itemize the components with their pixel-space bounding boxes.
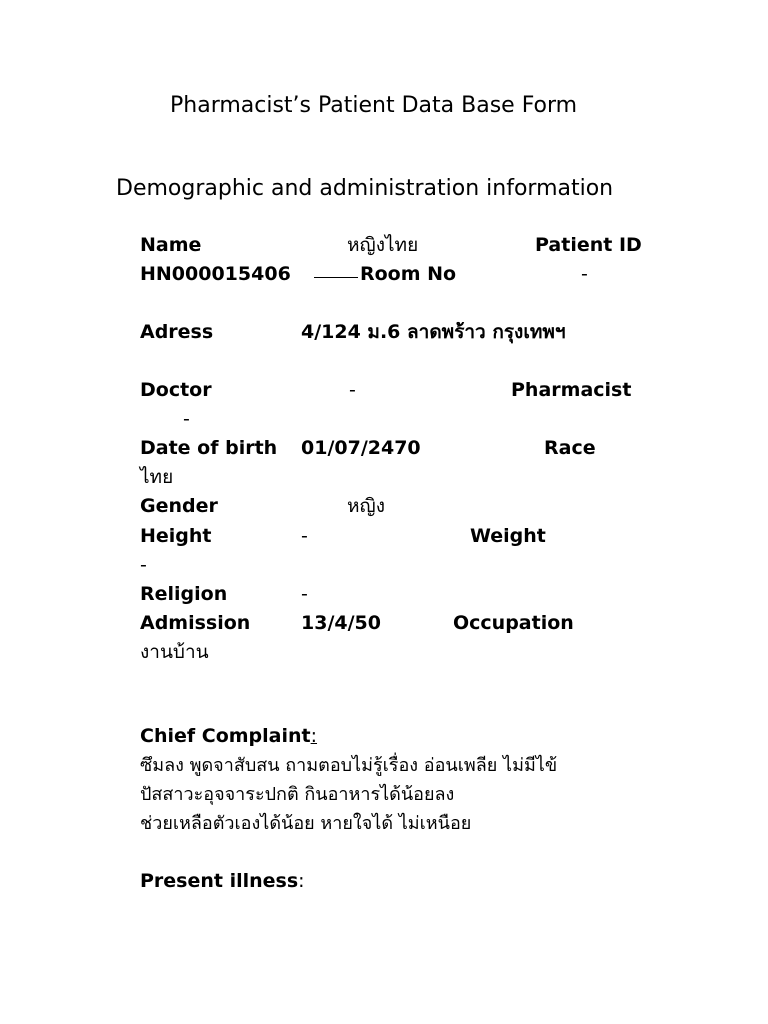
doctor-label: Doctor: [140, 379, 212, 401]
occupation-label: Occupation: [453, 612, 574, 634]
chief-complaint-colon: :: [310, 725, 318, 747]
chief-complaint-line-3: ช่วยเหลือตัวเองได้น้อย หายใจได้ ไม่เหนือย: [140, 813, 472, 834]
admission-label: Admission: [140, 612, 251, 634]
chief-complaint-line-1: ซึมลง พูดจาสับสน ถามตอบไม่รู้เรื่อง อ่อนเพลีย ไม่มีไข้: [140, 755, 558, 776]
present-illness-heading: [140, 872, 305, 891]
dob-label: Date of birth: [140, 437, 278, 459]
address-label: Adress: [140, 321, 214, 343]
weight-label: Weight: [470, 525, 546, 547]
form-title: Pharmacist’s Patient Data Base Form: [170, 93, 578, 118]
room-value: -: [581, 263, 588, 285]
present-illness-colon: :: [298, 870, 305, 892]
name-label: Name: [140, 234, 202, 256]
patient-id-label: Patient ID: [535, 234, 642, 256]
weight-value: -: [140, 554, 147, 576]
religion-value: -: [301, 583, 308, 605]
dob-value: 01/07/2470: [301, 437, 421, 459]
admission-value: 13/4/50: [301, 612, 381, 634]
address-value: 4/124 ม.6 ลาดพร้าว กรุงเทพฯ: [301, 321, 566, 343]
religion-label: Religion: [140, 583, 228, 605]
chief-complaint-line-2: ปัสสาวะอุจจาระปกติ กินอาหารได้น้อยลง: [140, 784, 455, 805]
present-illness-label: Present illness: [140, 870, 299, 892]
gender-label: Gender: [140, 495, 218, 517]
gender-value: หญิง: [347, 495, 385, 517]
race-label: Race: [544, 437, 596, 459]
room-label: Room No: [360, 263, 457, 285]
section-heading-demographic: Demographic and administration information: [116, 176, 614, 201]
occupation-value: งานบ้าน: [140, 641, 209, 663]
room-field: [314, 265, 456, 284]
pharmacist-label: Pharmacist: [511, 379, 632, 401]
pharmacist-value: -: [183, 408, 190, 430]
room-blank-line: [314, 277, 358, 278]
height-value: -: [301, 525, 308, 547]
height-label: Height: [140, 525, 212, 547]
name-value: หญิงไทย: [347, 234, 419, 256]
race-value: ไทย: [140, 466, 174, 488]
doctor-value: -: [349, 379, 356, 401]
patient-id-value: HN000015406: [140, 263, 291, 285]
chief-complaint-label: Chief Complaint: [140, 725, 311, 747]
chief-complaint-heading: [140, 727, 317, 746]
